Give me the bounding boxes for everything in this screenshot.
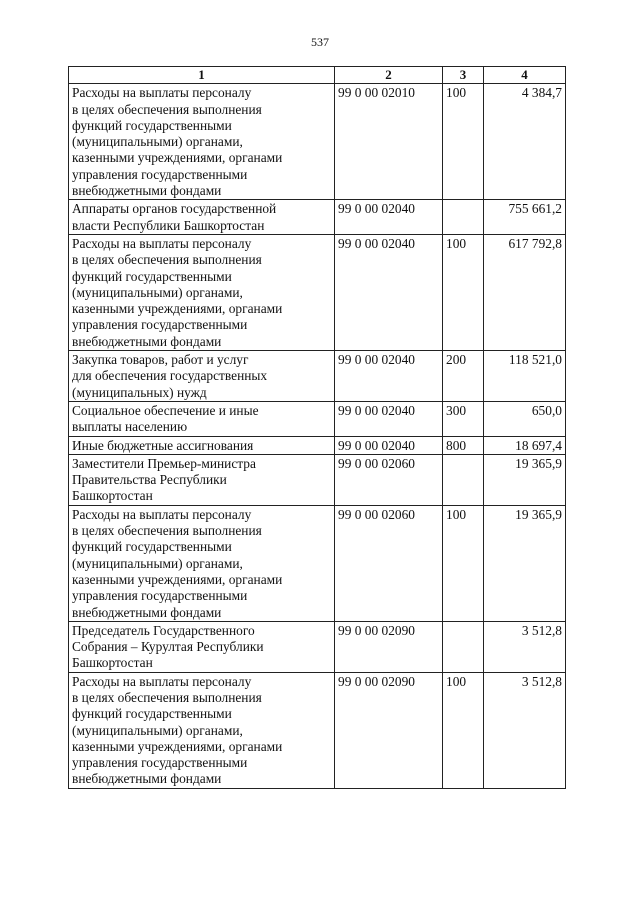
column-header-2: 2 (335, 67, 443, 84)
row-type: 200 (443, 351, 484, 402)
table-row (69, 436, 566, 454)
table-row (69, 84, 566, 200)
row-amount: 755 661,2 (484, 200, 566, 235)
table-row (69, 454, 566, 505)
row-name: Председатель Государственного Собрания – Курултая Республики Башкортостан (69, 621, 335, 672)
row-code: 99 0 00 02090 (335, 621, 443, 672)
row-code: 99 0 00 02060 (335, 454, 443, 505)
table-row (69, 621, 566, 672)
row-amount: 19 365,9 (484, 505, 566, 621)
row-code: 99 0 00 02040 (335, 401, 443, 436)
budget-table (68, 66, 566, 789)
row-amount: 650,0 (484, 401, 566, 436)
table-row (69, 672, 566, 788)
row-name: Заместители Премьер-министра Правительства Республики Башкортостан (69, 454, 335, 505)
table-row (69, 200, 566, 235)
column-header-4: 4 (484, 67, 566, 84)
table-row (69, 401, 566, 436)
row-amount: 118 521,0 (484, 351, 566, 402)
row-name: Аппараты органов государственной власти Республики Башкортостан (69, 200, 335, 235)
page-number: 537 (311, 35, 329, 49)
row-code: 99 0 00 02010 (335, 84, 443, 200)
row-type (443, 200, 484, 235)
row-type: 100 (443, 672, 484, 788)
row-type (443, 454, 484, 505)
row-code: 99 0 00 02040 (335, 436, 443, 454)
row-name: Закупка товаров, работ и услуг для обеспечения государственных (муниципальных) нужд (69, 351, 335, 402)
row-amount: 617 792,8 (484, 234, 566, 350)
row-type: 300 (443, 401, 484, 436)
row-code: 99 0 00 02040 (335, 200, 443, 235)
row-type: 100 (443, 505, 484, 621)
row-name: Расходы на выплаты персоналу в целях обеспечения выполнения функций государственными (муниципальными) органами, казенными учреждениями, органами управления государственными внебюджетными фондами (69, 672, 335, 788)
row-type (443, 621, 484, 672)
row-amount: 3 512,8 (484, 621, 566, 672)
row-code: 99 0 00 02040 (335, 351, 443, 402)
row-name: Расходы на выплаты персоналу в целях обеспечения выполнения функций государственными (муниципальными) органами, казенными учреждениями, органами управления государственными внебюджетными фондами (69, 234, 335, 350)
row-code: 99 0 00 02060 (335, 505, 443, 621)
table-row (69, 505, 566, 621)
row-amount: 19 365,9 (484, 454, 566, 505)
row-name: Иные бюджетные ассигнования (69, 436, 335, 454)
row-amount: 4 384,7 (484, 84, 566, 200)
column-header-3: 3 (443, 67, 484, 84)
row-type: 800 (443, 436, 484, 454)
row-type: 100 (443, 84, 484, 200)
table-row (69, 351, 566, 402)
row-code: 99 0 00 02090 (335, 672, 443, 788)
row-name: Расходы на выплаты персоналу в целях обеспечения выполнения функций государственными (муниципальными) органами, казенными учреждениями, органами управления государственными внебюджетными фондами (69, 84, 335, 200)
row-amount: 3 512,8 (484, 672, 566, 788)
table-header-row (69, 67, 566, 84)
column-header-1: 1 (69, 67, 335, 84)
row-amount: 18 697,4 (484, 436, 566, 454)
row-name: Расходы на выплаты персоналу в целях обеспечения выполнения функций государственными (муниципальными) органами, казенными учреждениями, органами управления государственными внебюджетными фондами (69, 505, 335, 621)
table-row (69, 234, 566, 350)
row-code: 99 0 00 02040 (335, 234, 443, 350)
row-name: Социальное обеспечение и иные выплаты населению (69, 401, 335, 436)
row-type: 100 (443, 234, 484, 350)
